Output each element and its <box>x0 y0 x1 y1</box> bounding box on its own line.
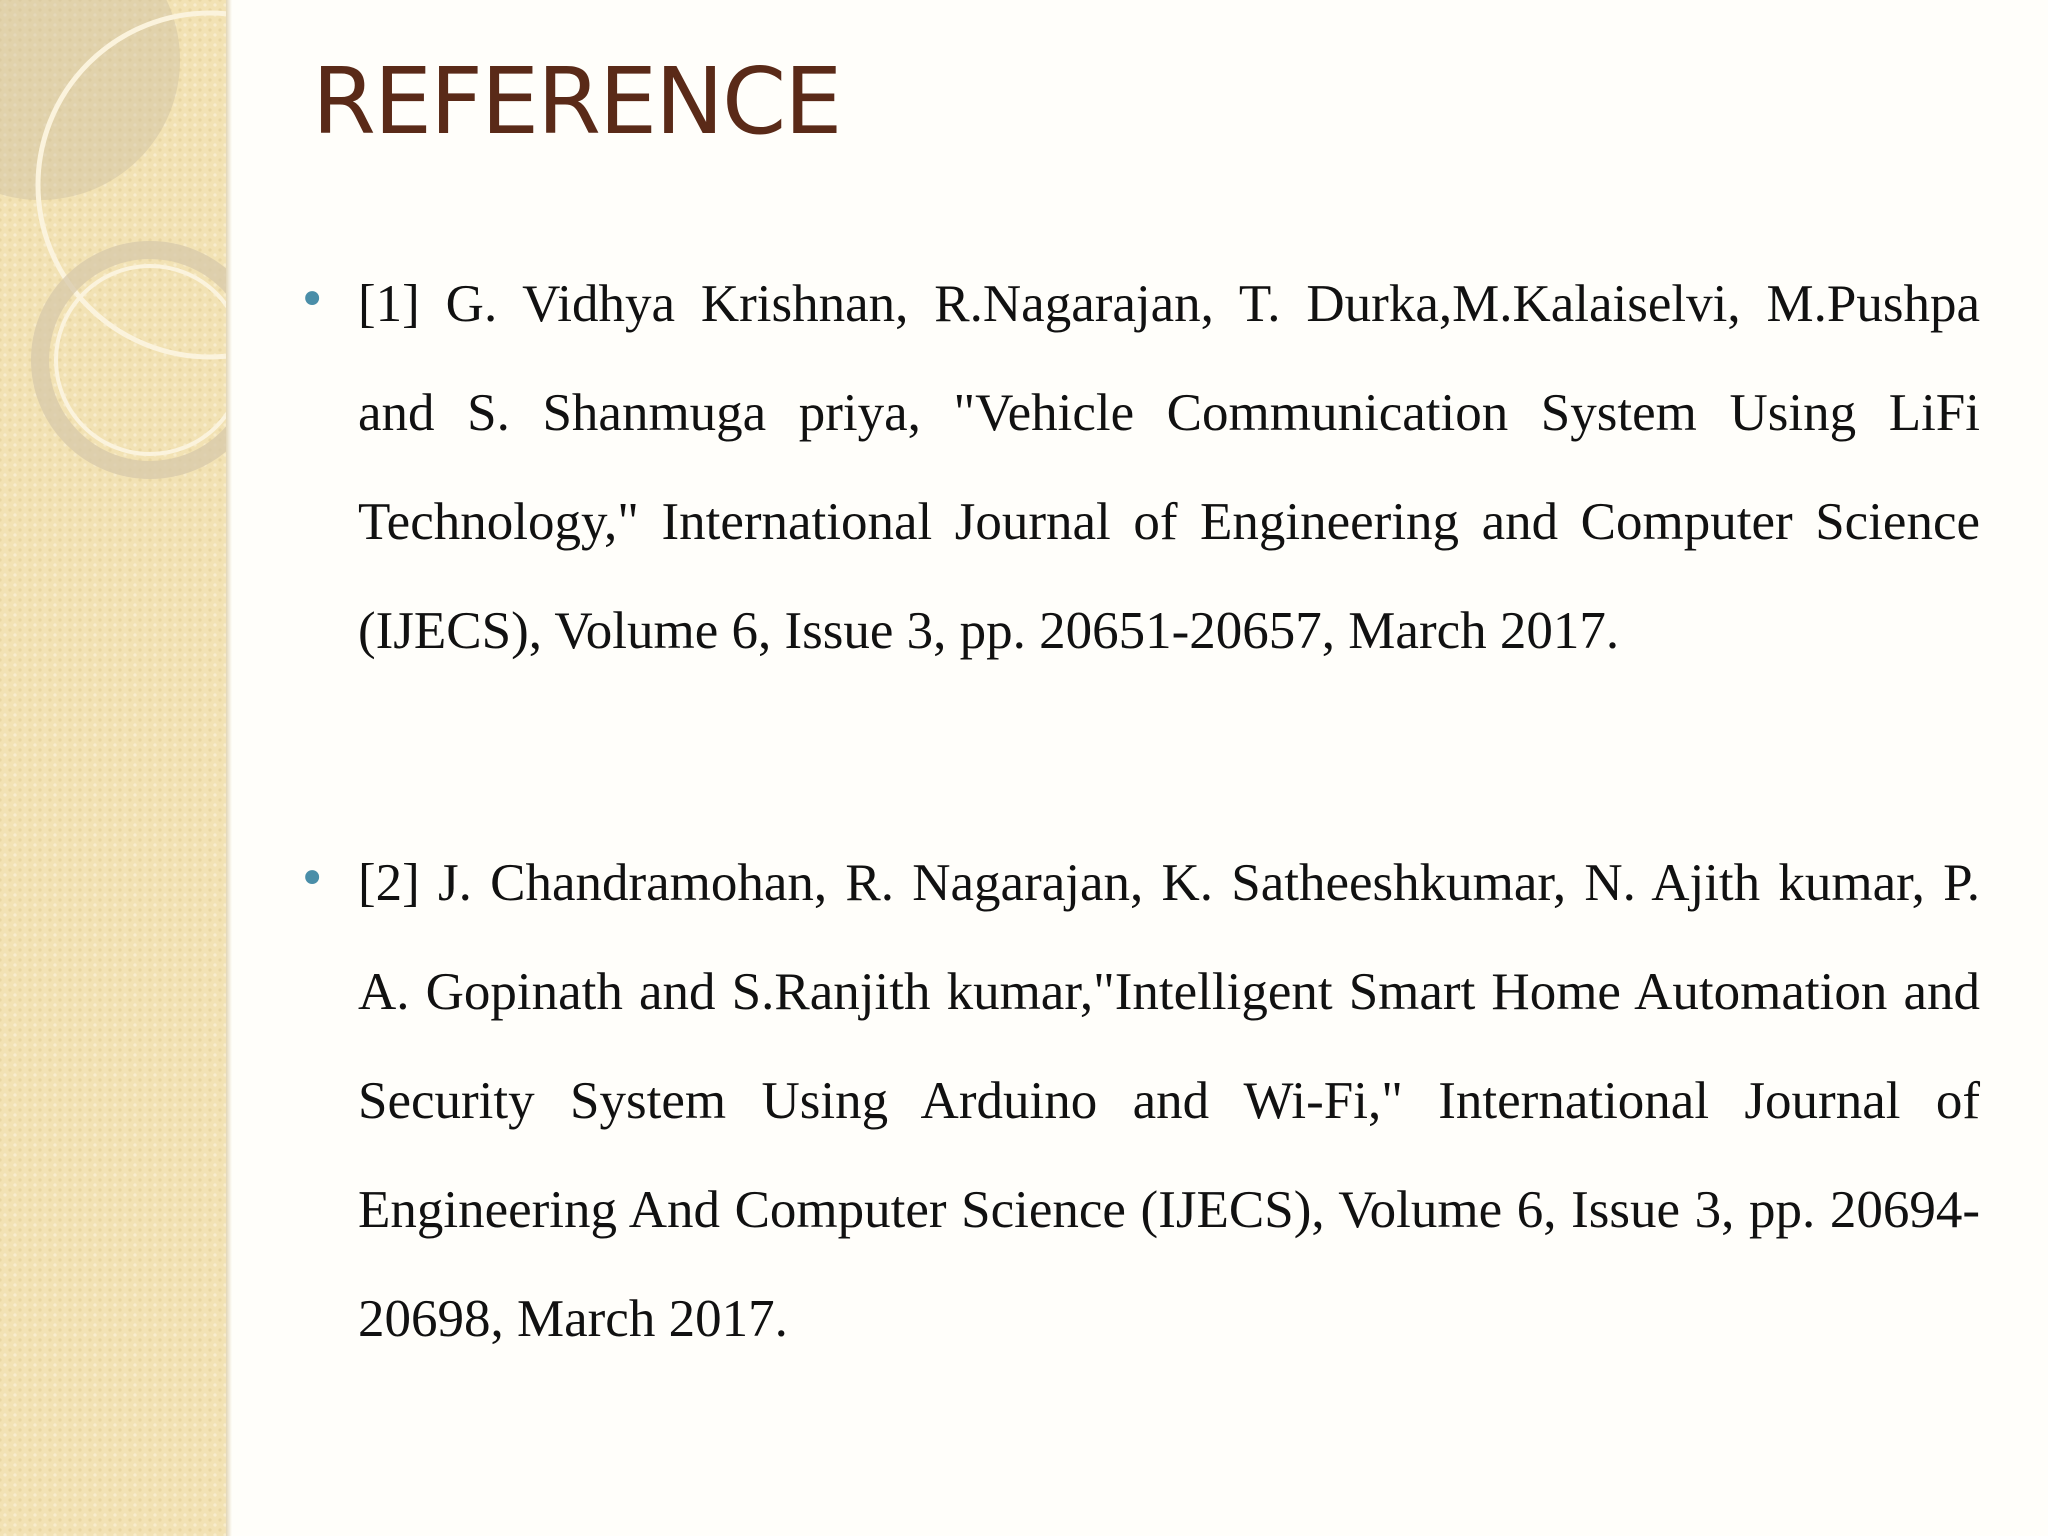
bullet-icon: • <box>298 272 327 328</box>
decorative-side-panel <box>0 0 226 1536</box>
reference-item-1 <box>298 250 1980 686</box>
decorative-rings <box>0 0 226 520</box>
decorative-ring-inner <box>56 266 226 454</box>
reference-text-1: [1] G. Vidhya Krishnan, R.Nagarajan, T. Durka,M.Kalaiselvi, M.Pushpa and S. Shanmuga priya, "Vehicle Communication System Using LiFi Technology," International Journal of Engineering and Computer Science (IJECS), Volume 6, Issue 3, pp. 20651-20657, March 2017. <box>358 275 1980 660</box>
decorative-circle-large <box>0 0 180 200</box>
bullet-icon: • <box>298 851 327 907</box>
reference-item-2 <box>298 829 1980 1374</box>
side-panel-edge <box>226 0 232 1536</box>
reference-list <box>298 250 1980 1374</box>
slide-title: REFERENCE <box>312 48 841 155</box>
reference-text-2: [2] J. Chandramohan, R. Nagarajan, K. Satheeshkumar, N. Ajith kumar, P. A. Gopinath and S.Ranjith kumar,"Intelligent Smart Home Automation and Security System Using Arduino and Wi-Fi," International Journal of Engineering And Computer Science (IJECS), Volume 6, Issue 3, pp. 20694-20698, March 2017. <box>358 854 1980 1348</box>
decorative-ring-middle <box>40 250 226 470</box>
